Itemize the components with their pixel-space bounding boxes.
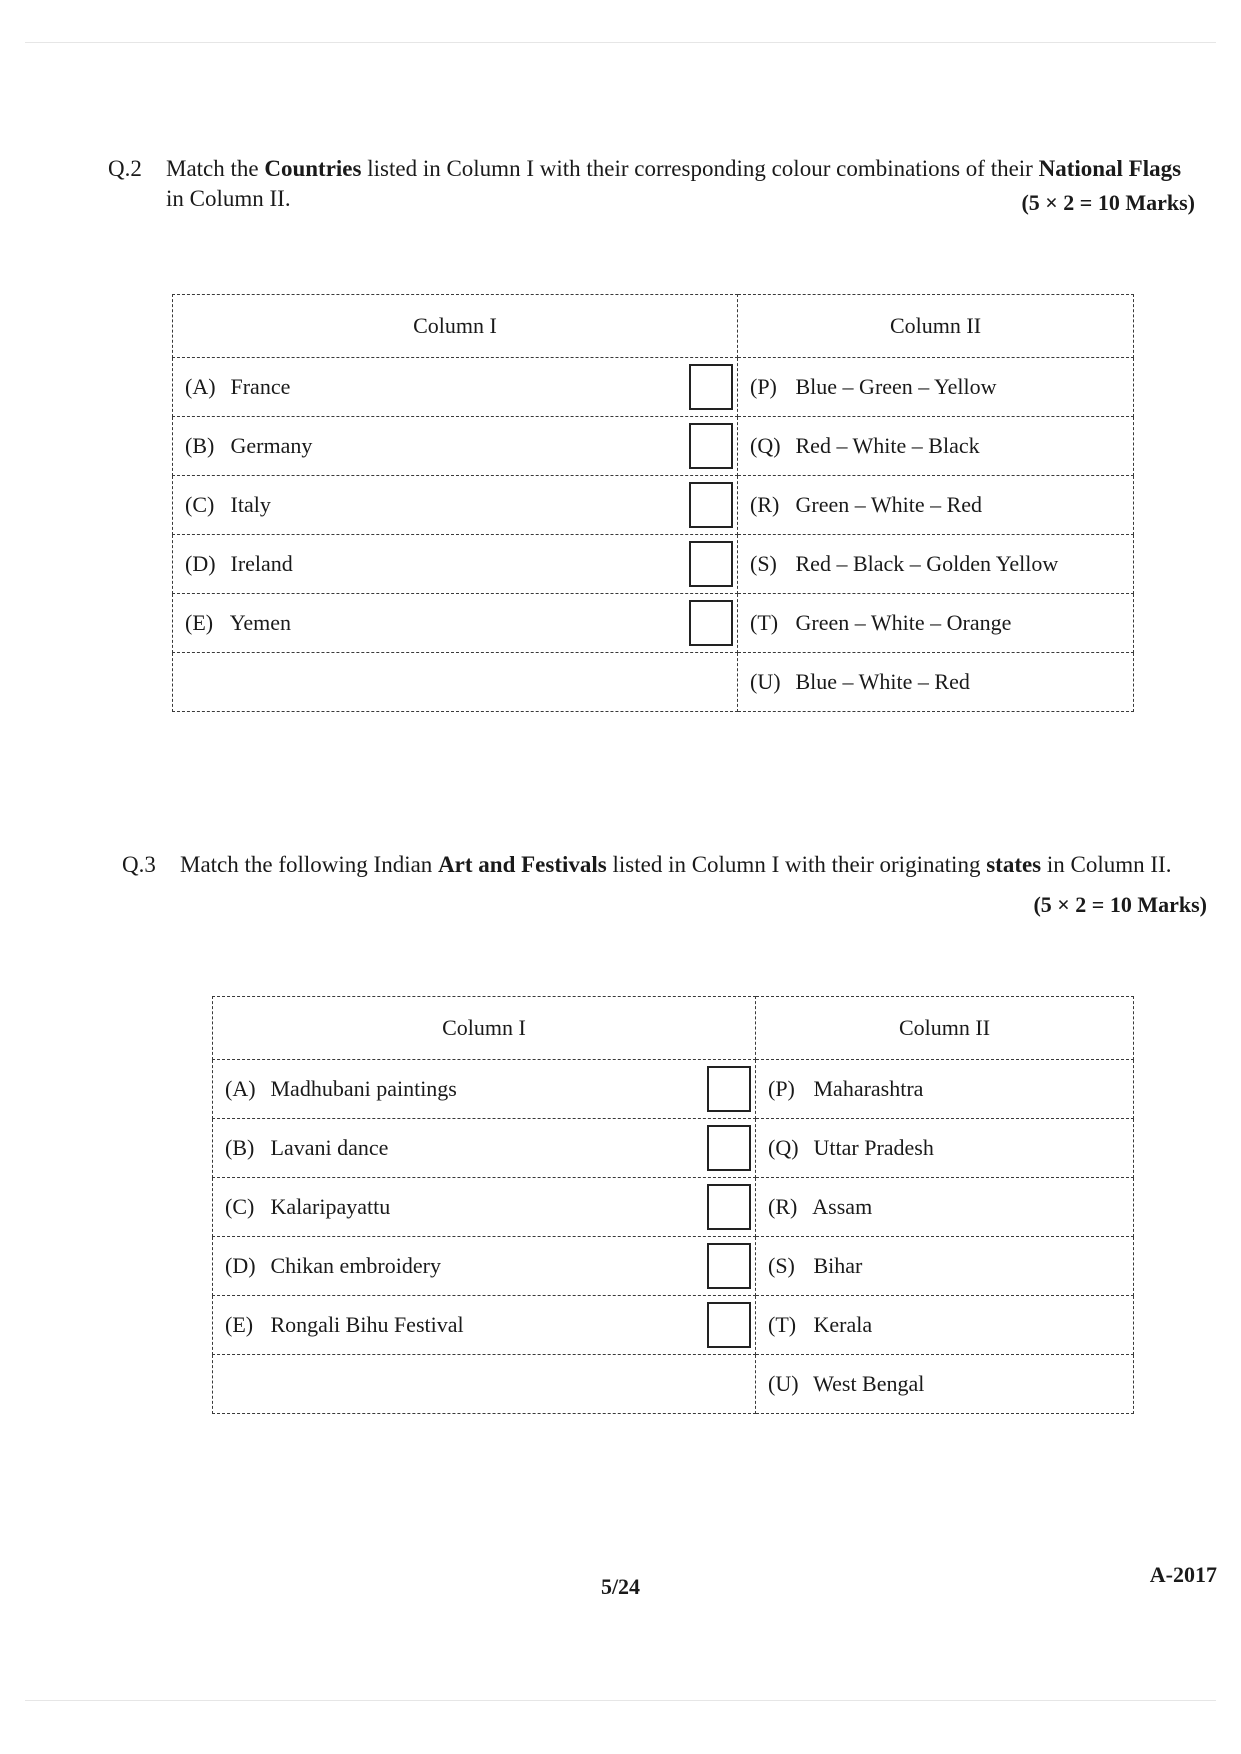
column-header: Column I	[173, 295, 738, 358]
column1-item: (D) Ireland	[173, 535, 738, 594]
table-row	[173, 535, 1134, 594]
table-row	[173, 417, 1134, 476]
column1-item: (B) Lavani dance	[213, 1119, 756, 1178]
column2-item: (T) Green – White – Orange	[738, 594, 1134, 653]
column1-item: (E) Rongali Bihu Festival	[213, 1296, 756, 1355]
table-row	[213, 1237, 1134, 1296]
column-header: Column II	[738, 295, 1134, 358]
column-header: Column II	[756, 997, 1134, 1060]
question-text: Match the following Indian Art and Festivals listed in Column I with their originating states in Column II.	[180, 852, 1172, 877]
column2-item: (P) Maharashtra	[756, 1060, 1134, 1119]
column2-item: (Q) Red – White – Black	[738, 417, 1134, 476]
table-row	[173, 476, 1134, 535]
question-number: Q.2	[108, 156, 142, 181]
column2-item: (T) Kerala	[756, 1296, 1134, 1355]
answer-box[interactable]	[689, 482, 733, 528]
table-row	[213, 1296, 1134, 1355]
table-row	[173, 653, 1134, 712]
answer-box[interactable]	[707, 1125, 751, 1171]
answer-box[interactable]	[707, 1066, 751, 1112]
column1-item: (C) Kalaripayattu	[213, 1178, 756, 1237]
column1-item: (A) France	[173, 358, 738, 417]
column2-item: (Q) Uttar Pradesh	[756, 1119, 1134, 1178]
column2-item: (S) Bihar	[756, 1237, 1134, 1296]
answer-box[interactable]	[689, 364, 733, 410]
marks-allocation: (5 × 2 = 10 Marks)	[1033, 892, 1207, 917]
table-row	[173, 358, 1134, 417]
column-header: Column I	[213, 997, 756, 1060]
top-scan-line	[25, 42, 1216, 43]
table-row	[173, 594, 1134, 653]
answer-box[interactable]	[707, 1184, 751, 1230]
answer-box[interactable]	[707, 1243, 751, 1289]
column2-item: (U) Blue – White – Red	[738, 653, 1134, 712]
column1-item: (C) Italy	[173, 476, 738, 535]
bottom-scan-line	[25, 1700, 1216, 1701]
answer-box[interactable]	[689, 423, 733, 469]
question-number: Q.3	[122, 852, 156, 877]
question-text: Match the Countries listed in Column I with their corresponding colour combinations of their National Flags in Column II.	[166, 156, 1182, 211]
table-row	[213, 1355, 1134, 1414]
column1-item: (A) Madhubani paintings	[213, 1060, 756, 1119]
column2-item: (U) West Bengal	[756, 1355, 1134, 1414]
answer-box[interactable]	[707, 1302, 751, 1348]
column1-item: (D) Chikan embroidery	[213, 1237, 756, 1296]
match-table-q3	[212, 996, 1134, 1414]
table-row	[213, 1119, 1134, 1178]
column2-item: (P) Blue – Green – Yellow	[738, 358, 1134, 417]
marks-allocation: (5 × 2 = 10 Marks)	[1021, 190, 1195, 215]
column2-item: (S) Red – Black – Golden Yellow	[738, 535, 1134, 594]
page-number: 5/24	[600, 1574, 641, 1599]
answer-box[interactable]	[689, 600, 733, 646]
table-row	[213, 1178, 1134, 1237]
match-table-q2	[172, 294, 1134, 712]
answer-box[interactable]	[689, 541, 733, 587]
table-row	[213, 1060, 1134, 1119]
column1-item: (E) Yemen	[173, 594, 738, 653]
column2-item: (R) Green – White – Red	[738, 476, 1134, 535]
empty-cell	[213, 1355, 756, 1414]
column2-item: (R) Assam	[756, 1178, 1134, 1237]
empty-cell	[173, 653, 738, 712]
paper-code: A-2017	[1149, 1562, 1217, 1587]
column1-item: (B) Germany	[173, 417, 738, 476]
